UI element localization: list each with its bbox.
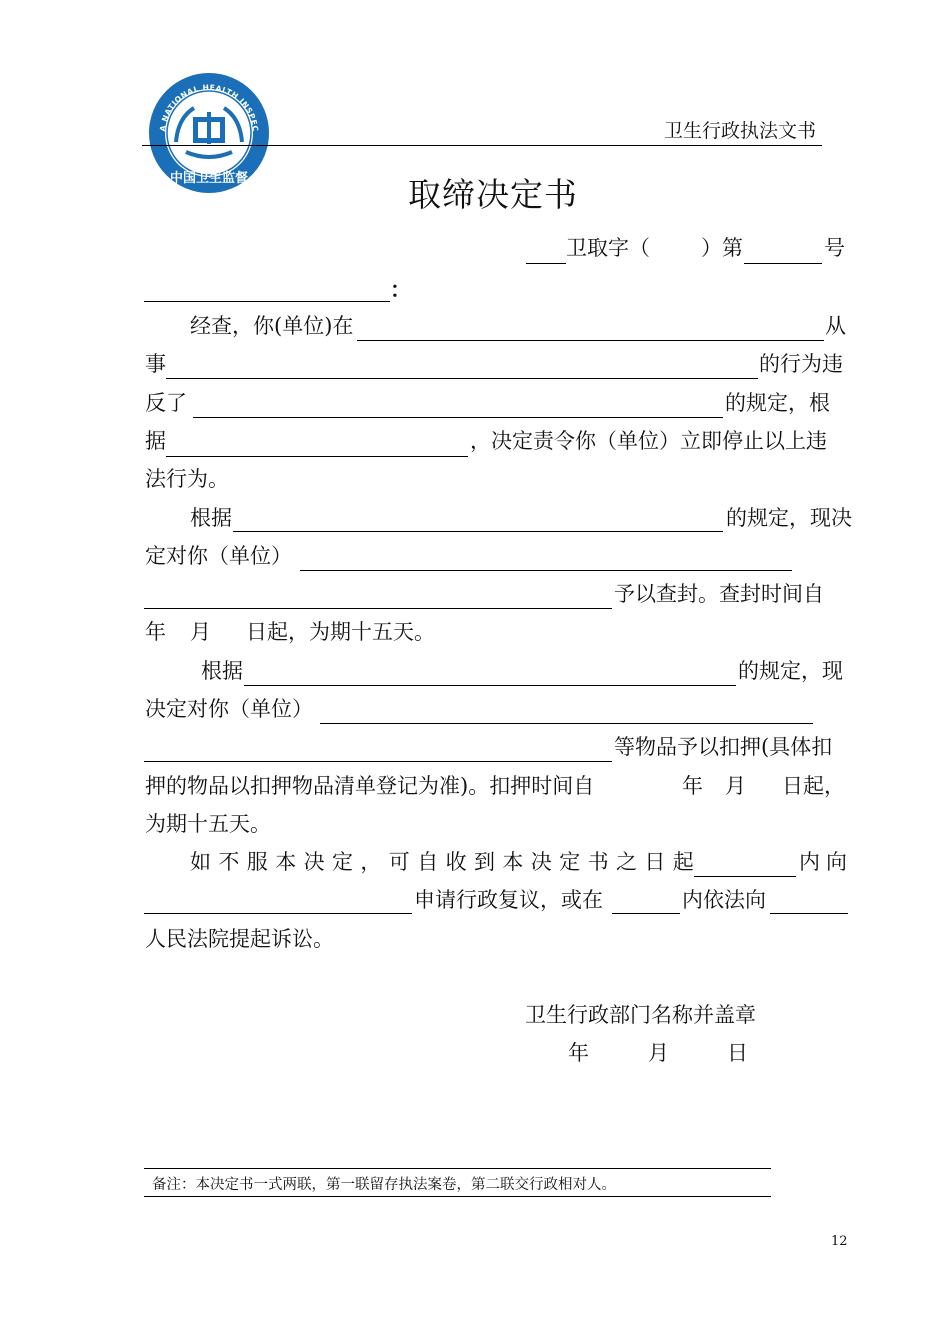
p1-text-c: 事: [145, 352, 166, 376]
logo-bottom-text: 中国卫生监督: [169, 171, 249, 186]
p3-text-e: 押的物品以扣押物品清单登记为准)。扣押时间自: [145, 774, 595, 798]
doc-number-mid: ）第: [701, 236, 743, 260]
p1-blank-4: [166, 456, 468, 457]
p4-text-b: 内向: [799, 850, 853, 874]
page-title: 取缔决定书: [408, 175, 578, 214]
p1-blank-1: [357, 340, 824, 341]
p3-blank-2: [320, 723, 813, 724]
doc-number-prefix: 卫取字（: [566, 236, 650, 260]
p2-text-rest: 日起，为期十五天。: [246, 620, 435, 644]
p3-text-a: 根据: [201, 659, 243, 683]
signature-department: 卫生行政部门名称并盖章: [525, 1003, 756, 1027]
p1-text-a: 经查，你(单位)在: [190, 314, 354, 338]
p2-text-a: 根据: [190, 506, 232, 530]
signature-day: 日: [727, 1041, 748, 1065]
p1-text-i: 法行为。: [145, 467, 229, 491]
logo-ring-text: A NATIONAL HEALTH INSPEC: [157, 82, 261, 133]
p4-text-d: 内依法向: [682, 888, 766, 912]
doc-number-blank-1: [526, 263, 566, 264]
p1-text-f: 的规定，根: [725, 391, 830, 415]
p2-blank-1: [233, 531, 723, 532]
addressee-colon: ：: [390, 277, 411, 302]
p1-text-h: ，决定责令你（单位）立即停止以上违: [470, 429, 827, 453]
p2-blank-2: [300, 570, 792, 571]
p2-text-month: 月: [190, 620, 211, 644]
p4-text-c: 申请行政复议，或在: [414, 888, 603, 912]
p1-text-g: 据: [145, 429, 166, 453]
p4-text-e: 人民法院提起诉讼。: [145, 927, 334, 951]
p3-text-month: 月: [725, 774, 746, 798]
p2-blank-3: [144, 608, 612, 609]
p1-blank-2: [166, 378, 758, 379]
footnote-text: 备注：本决定书一式两联，第一联留存执法案卷，第二联交行政相对人。: [152, 1177, 616, 1193]
p2-text-c: 定对你（单位）: [145, 544, 292, 568]
p3-text-c: 决定对你（单位）: [145, 697, 313, 721]
p4-blank-4: [770, 913, 848, 914]
header-rule: [142, 145, 822, 146]
china-health-inspection-logo: [148, 72, 270, 194]
p4-blank-2: [144, 913, 412, 914]
p3-text-d: 等物品予以扣押(具体扣: [614, 735, 833, 759]
footnote-top-rule: [144, 1168, 771, 1169]
doc-number-blank-2: [744, 263, 822, 264]
p3-text-day: 日起，: [782, 774, 845, 798]
document-category: 卫生行政执法文书: [664, 120, 817, 142]
p2-text-year: 年: [145, 620, 166, 644]
p1-text-e: 反了: [145, 391, 187, 415]
doc-number-suffix: 号: [824, 236, 845, 260]
page-number: 12: [831, 1234, 848, 1249]
signature-year: 年: [568, 1041, 589, 1065]
footnote-bottom-rule: [144, 1196, 771, 1197]
addressee-blank: [144, 301, 390, 302]
p3-text-b: 的规定，现: [738, 659, 843, 683]
p1-text-d: 的行为违: [759, 352, 843, 376]
p2-text-d: 予以查封。查封时间自: [614, 582, 824, 606]
p1-blank-3: [193, 417, 723, 418]
p3-blank-1: [244, 685, 736, 686]
signature-month: 月: [648, 1041, 669, 1065]
p4-blank-3: [612, 913, 680, 914]
p3-text-year: 年: [682, 774, 703, 798]
p4-blank-1: [694, 876, 796, 877]
p1-text-b: 从: [825, 314, 846, 338]
p3-text-f: 为期十五天。: [145, 812, 271, 836]
p3-blank-3: [144, 761, 612, 762]
p2-text-b: 的规定，现决: [726, 506, 852, 530]
p4-text-a: 如不服本决定，可自收到本决定书之日起: [190, 850, 702, 874]
